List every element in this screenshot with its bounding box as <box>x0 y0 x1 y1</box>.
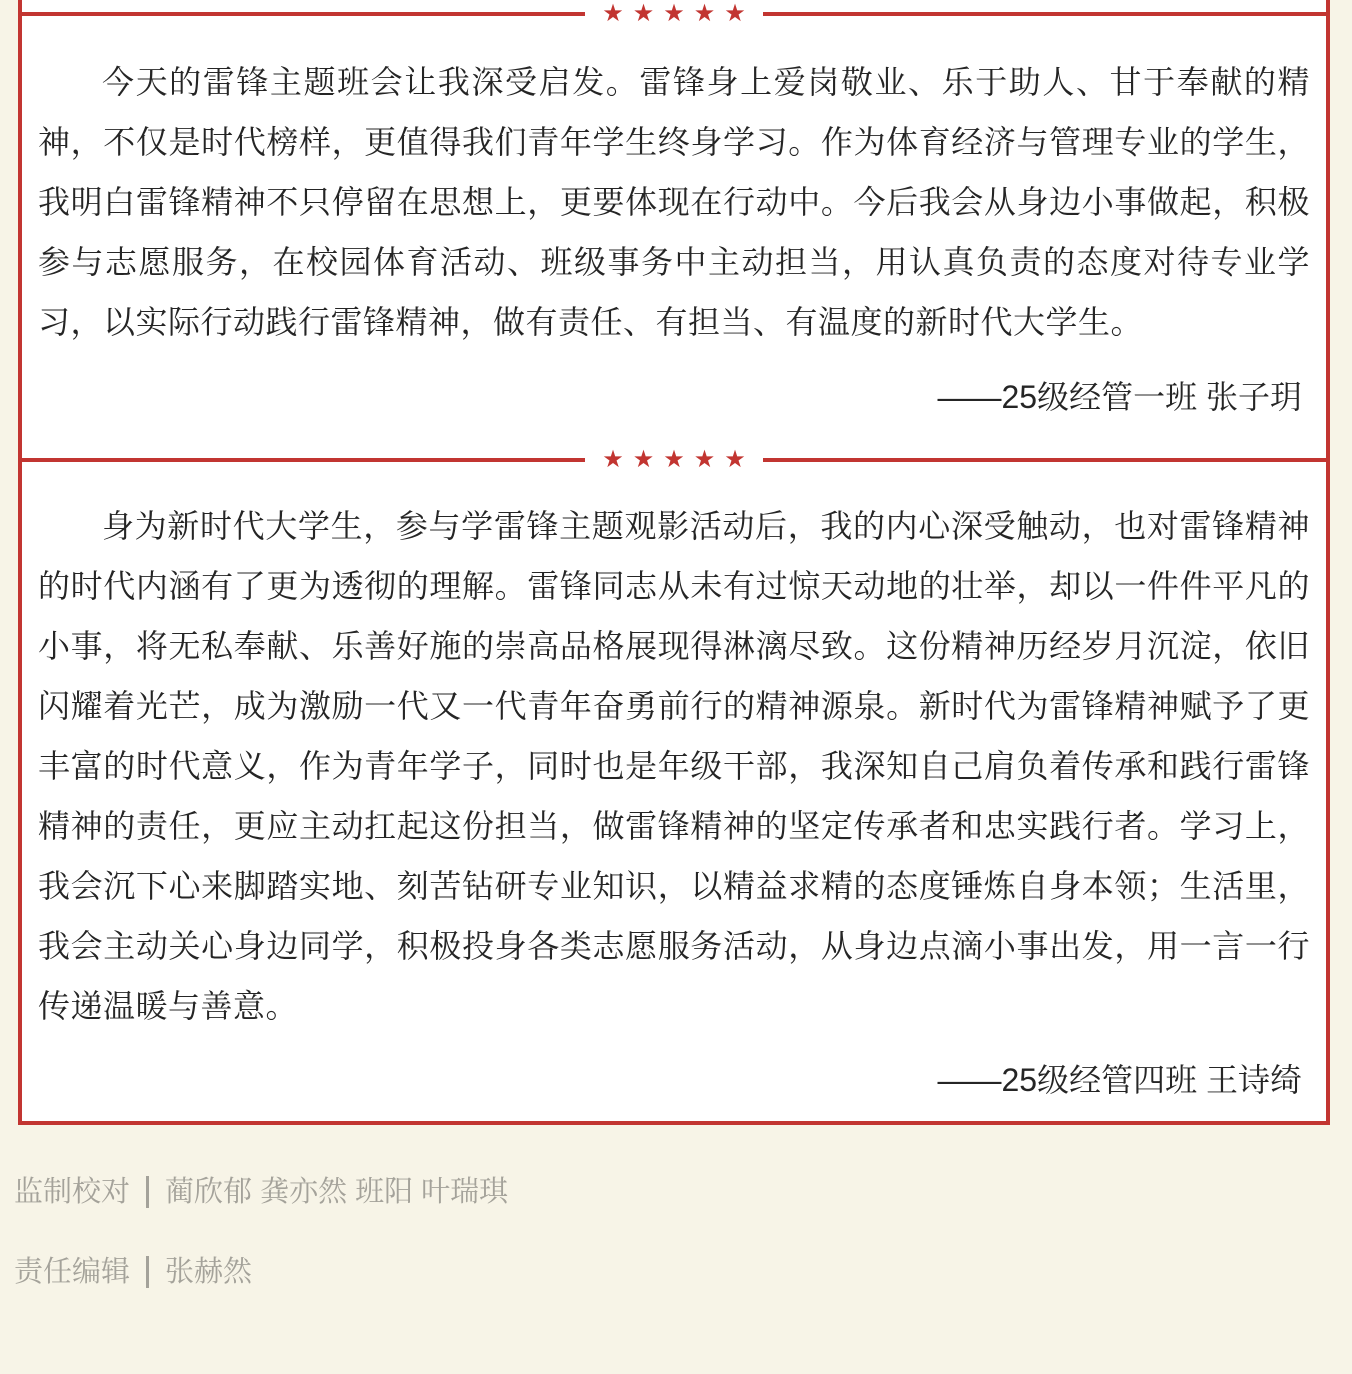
supervision-names: 蔺欣郁 龚亦然 班阳 叶瑞琪 <box>165 1176 509 1208</box>
editor-label: 责任编辑 <box>14 1256 131 1288</box>
divider-line-left <box>22 12 585 16</box>
testimonial-paragraph-1: 今天的雷锋主题班会让我深受启发。雷锋身上爱岗敬业、乐于助人、甘于奉献的精神，不仅是时代榜样，更值得我们青年学生终身学习。作为体育经济与管理专业的学生，我明白雷锋精神不只停留在思想上，更要体现在行动中。今后我会从身边小事做起，积极参与志愿服务，在校园体育活动、班级事务中主动担当，用认真负责的态度对待专业学习，以实际行动践行雷锋精神，做有责任、有担当、有温度的新时代大学生。 <box>38 64 1310 340</box>
supervision-credits-row <box>14 1171 1352 1213</box>
pipe-separator-icon <box>146 1176 149 1208</box>
supervision-label: 监制校对 <box>14 1176 131 1208</box>
five-stars-icon: ★★★★★ <box>602 446 755 473</box>
testimonial-signature-1: ——25级经管一班 张子玥 <box>937 379 1302 415</box>
divider-line-right <box>763 12 1326 16</box>
testimonial-signature-2: ——25级经管四班 王诗绮 <box>937 1062 1302 1098</box>
testimonial-panel <box>18 0 1330 1125</box>
star-divider-middle <box>22 446 1326 474</box>
five-stars-icon: ★★★★★ <box>602 0 755 27</box>
pipe-separator-icon <box>146 1256 149 1288</box>
star-divider-top <box>22 0 1326 28</box>
credits-footer <box>0 1125 1352 1293</box>
editor-credits-row <box>14 1251 1352 1293</box>
divider-line-right <box>763 458 1326 462</box>
testimonial-paragraph-2: 身为新时代大学生，参与学雷锋主题观影活动后，我的内心深受触动，也对雷锋精神的时代内涵有了更为透彻的理解。雷锋同志从未有过惊天动地的壮举，却以一件件平凡的小事，将无私奉献、乐善好施的崇高品格展现得淋漓尽致。这份精神历经岁月沉淀，依旧闪耀着光芒，成为激励一代又一代青年奋勇前行的精神源泉。新时代为雷锋精神赋予了更丰富的时代意义，作为青年学子，同时也是年级干部，我深知自己肩负着传承和践行雷锋精神的责任，更应主动扛起这份担当，做雷锋精神的坚定传承者和忠实践行者。学习上，我会沉下心来脚踏实地、刻苦钻研专业知识，以精益求精的态度锤炼自身本领；生活里，我会主动关心身边同学，积极投身各类志愿服务活动，从身边点滴小事出发，用一言一行传递温暖与善意。 <box>38 508 1310 1024</box>
editor-name: 张赫然 <box>165 1256 253 1288</box>
divider-line-left <box>22 458 585 462</box>
